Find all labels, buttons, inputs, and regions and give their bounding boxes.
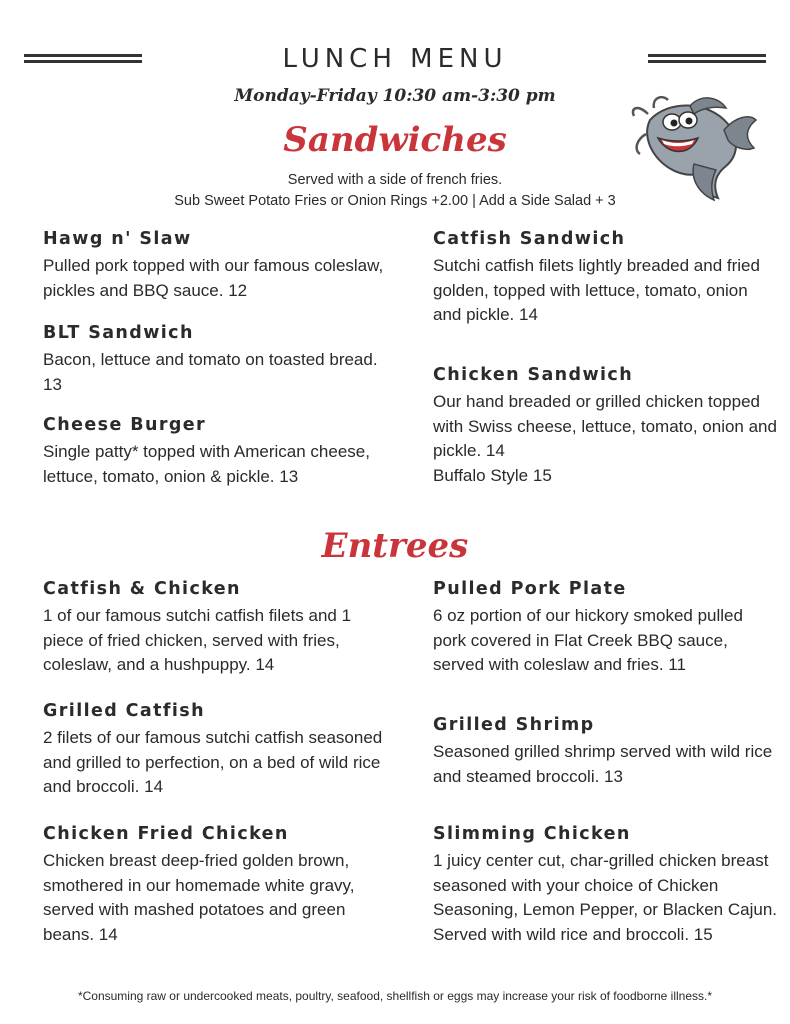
food-safety-disclaimer: *Consuming raw or undercooked meats, poultry, seafood, shellfish or eggs may increase your risk of foodborne illness.* [77, 989, 713, 1003]
item-name: Catfish Sandwich [433, 229, 626, 249]
item-name: BLT Sandwich [43, 323, 194, 343]
item-name: Hawg n' Slaw [43, 229, 192, 249]
menu-item-catfish-sandwich [433, 228, 778, 328]
item-name: Grilled Catfish [43, 701, 205, 721]
item-name: Slimming Chicken [433, 824, 631, 844]
header-rule-right [648, 54, 766, 64]
item-name: Grilled Shrimp [433, 715, 595, 735]
item-description: 1 juicy center cut, char-grilled chicken breast seasoned with your choice of Chicken Seasoning, Lemon Pepper, or Blacken Cajun. Served with wild rice and broccoli. 15 [433, 851, 778, 944]
menu-item-cheese-burger [43, 414, 388, 489]
item-description: Pulled pork topped with our famous coleslaw, pickles and BBQ sauce. 12 [43, 256, 384, 300]
item-name: Chicken Sandwich [433, 365, 634, 385]
menu-item-slimming-chicken [433, 823, 778, 947]
item-description: Chicken breast deep-fried golden brown, smothered in our homemade white gravy, served with mashed potatoes and green beans. 14 [43, 851, 355, 944]
menu-item-blt-sandwich [43, 322, 388, 397]
item-name: Catfish & Chicken [43, 579, 241, 599]
menu-item-grilled-catfish [43, 700, 388, 800]
menu-item-pulled-pork-plate [433, 578, 778, 678]
item-description: Sutchi catfish filets lightly breaded and fried golden, topped with lettuce, tomato, onion and pickle. 14 [433, 256, 760, 324]
menu-item-chicken-sandwich [433, 364, 778, 488]
item-name: Pulled Pork Plate [433, 579, 627, 599]
menu-item-catfish-and-chicken [43, 578, 388, 678]
item-description: 2 filets of our famous sutchi catfish seasoned and grilled to perfection, on a bed of wild rice and broccoli. 14 [43, 728, 383, 796]
menu-title: LUNCH MENU [282, 44, 508, 74]
item-name: Chicken Fried Chicken [43, 824, 289, 844]
menu-item-grilled-shrimp [433, 714, 778, 789]
item-name: Cheese Burger [43, 415, 207, 435]
entrees-section-title: Entrees [321, 526, 469, 566]
service-hours: Monday-Friday 10:30 am-3:30 pm [234, 86, 556, 106]
item-description: Our hand breaded or grilled chicken topped with Swiss cheese, lettuce, tomato, onion and pickle. 14 [433, 392, 777, 460]
sandwiches-section-title: Sandwiches [283, 120, 507, 160]
header-rule-left [24, 54, 142, 64]
item-description: Single patty* topped with American cheese, lettuce, tomato, onion & pickle. 13 [43, 442, 370, 486]
item-description: 1 of our famous sutchi catfish filets and 1 piece of fried chicken, served with fries, coleslaw, and a hushpuppy. 14 [43, 606, 352, 674]
sandwiches-side-note: Served with a side of french fries. [287, 172, 503, 188]
item-variant: Buffalo Style 15 [433, 465, 552, 485]
menu-item-hawg-n-slaw [43, 228, 388, 303]
item-description: Seasoned grilled shrimp served with wild rice and steamed broccoli. 13 [433, 742, 773, 786]
item-description: 6 oz portion of our hickory smoked pulled pork covered in Flat Creek BBQ sauce, served with coleslaw and fries. 11 [433, 606, 743, 674]
item-description: Bacon, lettuce and tomato on toasted bread. 13 [43, 350, 378, 394]
sandwiches-substitution-note: Sub Sweet Potato Fries or Onion Rings +2.00 | Add a Side Salad + 3 [174, 193, 616, 209]
menu-item-chicken-fried-chicken [43, 823, 388, 947]
